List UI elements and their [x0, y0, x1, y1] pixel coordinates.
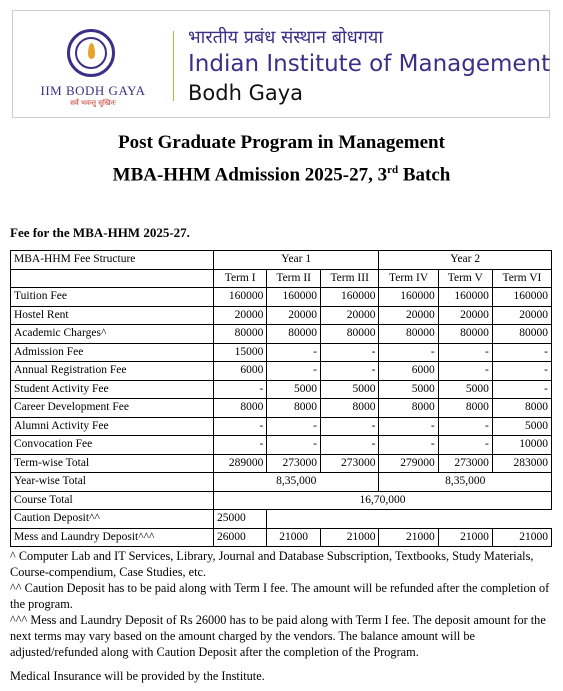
fee-cell: 160000 [379, 288, 438, 307]
mess-cell: 26000 [214, 528, 267, 547]
fee-cell: - [267, 436, 321, 455]
fee-cell: 80000 [492, 325, 551, 344]
hindi-institute-name: भारतीय प्रबंध संस्थान बोधगया [188, 27, 384, 48]
header-divider [173, 31, 174, 101]
fee-cell: 15000 [214, 343, 267, 362]
fee-cell: - [492, 380, 551, 399]
fee-cell: 6000 [214, 362, 267, 381]
fee-cell: - [379, 436, 438, 455]
logo-motto: सर्वे भवन्तु सुखिनः [70, 99, 116, 107]
logo-name: IIM BODH GAYA [40, 83, 146, 98]
row-label: Annual Registration Fee [11, 362, 214, 381]
fee-cell: 20000 [267, 306, 321, 325]
mess-deposit-row [11, 528, 552, 547]
fee-cell: 5000 [379, 380, 438, 399]
fee-cell: - [214, 380, 267, 399]
fee-cell: 10000 [492, 436, 551, 455]
footnote-caution: ^^ Caution Deposit has to be paid along with Term I fee. The amount will be refunded after the completion of the program. [10, 581, 550, 611]
total-cell: 273000 [438, 454, 492, 473]
fee-cell: - [492, 362, 551, 381]
table-row [11, 362, 552, 381]
institute-name: Indian Institute of Management [188, 51, 551, 77]
year1-total: 8,35,000 [214, 473, 379, 492]
fee-cell: 5000 [492, 417, 551, 436]
table-row [11, 306, 552, 325]
total-cell: 279000 [379, 454, 438, 473]
fee-cell: 80000 [438, 325, 492, 344]
year1-header: Year 1 [214, 251, 379, 270]
row-label: Caution Deposit^^ [11, 510, 214, 529]
admission-title-ordinal: rd [387, 164, 399, 176]
structure-label: MBA-HHM Fee Structure [11, 251, 214, 270]
fee-cell: 5000 [267, 380, 321, 399]
fee-cell: 160000 [438, 288, 492, 307]
fee-cell: 20000 [214, 306, 267, 325]
fee-cell: 160000 [492, 288, 551, 307]
footnote-mess: ^^^ Mess and Laundry Deposit of Rs 26000 has to be paid along with Term I fee. The deposit amount for the next terms may vary based on the amount charged by the vendors. The balance amount will be adjusted/refunded along with Caution Deposit after the completion of the Program. [10, 613, 546, 659]
fee-cell: - [214, 417, 267, 436]
fee-cell: 8000 [438, 399, 492, 418]
fee-cell: 8000 [379, 399, 438, 418]
flame-icon [88, 43, 95, 59]
footnote-academic: ^ Computer Lab and IT Services, Library, Journal and Database Subscription, Textbooks, Study Materials, Course-compendium, Case Studies, etc. [10, 549, 534, 579]
fee-cell: - [320, 362, 378, 381]
fee-cell: 5000 [438, 380, 492, 399]
fee-cell: - [438, 343, 492, 362]
total-cell: 273000 [320, 454, 378, 473]
course-total-row [11, 491, 552, 510]
term-header: Term I [214, 269, 267, 288]
fee-cell: - [438, 362, 492, 381]
table-row [11, 288, 552, 307]
fee-cell: - [214, 436, 267, 455]
footnotes [10, 548, 553, 684]
term-header: Term III [320, 269, 378, 288]
institute-city: Bodh Gaya [188, 81, 304, 105]
fee-cell: 80000 [379, 325, 438, 344]
fee-cell: - [267, 362, 321, 381]
fee-cell: - [438, 436, 492, 455]
fee-heading: Fee for the MBA-HHM 2025-27. [10, 225, 190, 240]
fee-cell: 80000 [214, 325, 267, 344]
row-label: Alumni Activity Fee [11, 417, 214, 436]
fee-cell: - [320, 343, 378, 362]
row-label: Convocation Fee [11, 436, 214, 455]
iim-bodh-gaya-logo [27, 23, 159, 111]
row-label: Term-wise Total [11, 454, 214, 473]
caution-value: 25000 [214, 510, 267, 529]
fee-cell: 20000 [438, 306, 492, 325]
fee-cell: 160000 [320, 288, 378, 307]
fee-cell: 6000 [379, 362, 438, 381]
fee-cell: - [438, 417, 492, 436]
fee-cell: - [379, 417, 438, 436]
letterhead [12, 10, 550, 118]
fee-cell: - [320, 417, 378, 436]
row-label: Career Development Fee [11, 399, 214, 418]
fee-cell: 8000 [320, 399, 378, 418]
row-label: Hostel Rent [11, 306, 214, 325]
mess-cell: 21000 [492, 528, 551, 547]
fee-cell: 80000 [267, 325, 321, 344]
mess-cell: 21000 [320, 528, 378, 547]
row-label: Course Total [11, 491, 214, 510]
table-row [11, 380, 552, 399]
mess-cell: 21000 [267, 528, 321, 547]
total-cell: 283000 [492, 454, 551, 473]
table-row [11, 343, 552, 362]
row-label: Admission Fee [11, 343, 214, 362]
admission-title-end: Batch [398, 164, 451, 186]
fee-structure-table [10, 250, 552, 547]
mess-cell: 21000 [438, 528, 492, 547]
total-cell: 289000 [214, 454, 267, 473]
mess-cell: 21000 [379, 528, 438, 547]
caution-deposit-row [11, 510, 552, 529]
fee-cell: 8000 [214, 399, 267, 418]
fee-cell: 20000 [379, 306, 438, 325]
year2-total: 8,35,000 [379, 473, 552, 492]
term-header: Term IV [379, 269, 438, 288]
empty-cell [11, 269, 214, 288]
row-label: Academic Charges^ [11, 325, 214, 344]
fee-cell: 20000 [320, 306, 378, 325]
table-row [11, 417, 552, 436]
table-header-row [11, 251, 552, 270]
fee-cell: - [492, 343, 551, 362]
fee-cell: 80000 [320, 325, 378, 344]
fee-cell: - [320, 436, 378, 455]
year2-header: Year 2 [379, 251, 552, 270]
program-title: Post Graduate Program in Management [118, 132, 445, 153]
table-row [11, 399, 552, 418]
term-header: Term V [438, 269, 492, 288]
terms-header-row [11, 269, 552, 288]
row-label: Year-wise Total [11, 473, 214, 492]
row-label: Tuition Fee [11, 288, 214, 307]
insurance-note: Medical Insurance will be provided by the Institute. [10, 669, 265, 683]
term-header: Term VI [492, 269, 551, 288]
table-row [11, 325, 552, 344]
fee-cell: - [379, 343, 438, 362]
row-label: Mess and Laundry Deposit^^^ [11, 528, 214, 547]
fee-cell: 160000 [267, 288, 321, 307]
fee-cell: 20000 [492, 306, 551, 325]
total-cell: 273000 [267, 454, 321, 473]
empty-cell [267, 510, 552, 529]
fee-cell: - [267, 343, 321, 362]
fee-cell: 8000 [492, 399, 551, 418]
table-row [11, 436, 552, 455]
year-total-row [11, 473, 552, 492]
fee-cell: 8000 [267, 399, 321, 418]
fee-cell: 160000 [214, 288, 267, 307]
row-label: Student Activity Fee [11, 380, 214, 399]
course-total: 16,70,000 [214, 491, 552, 510]
term-header: Term II [267, 269, 321, 288]
term-total-row [11, 454, 552, 473]
admission-title [0, 164, 563, 186]
fee-cell: - [267, 417, 321, 436]
admission-title-main: MBA-HHM Admission 2025-27, 3 [112, 164, 388, 186]
fee-cell: 5000 [320, 380, 378, 399]
